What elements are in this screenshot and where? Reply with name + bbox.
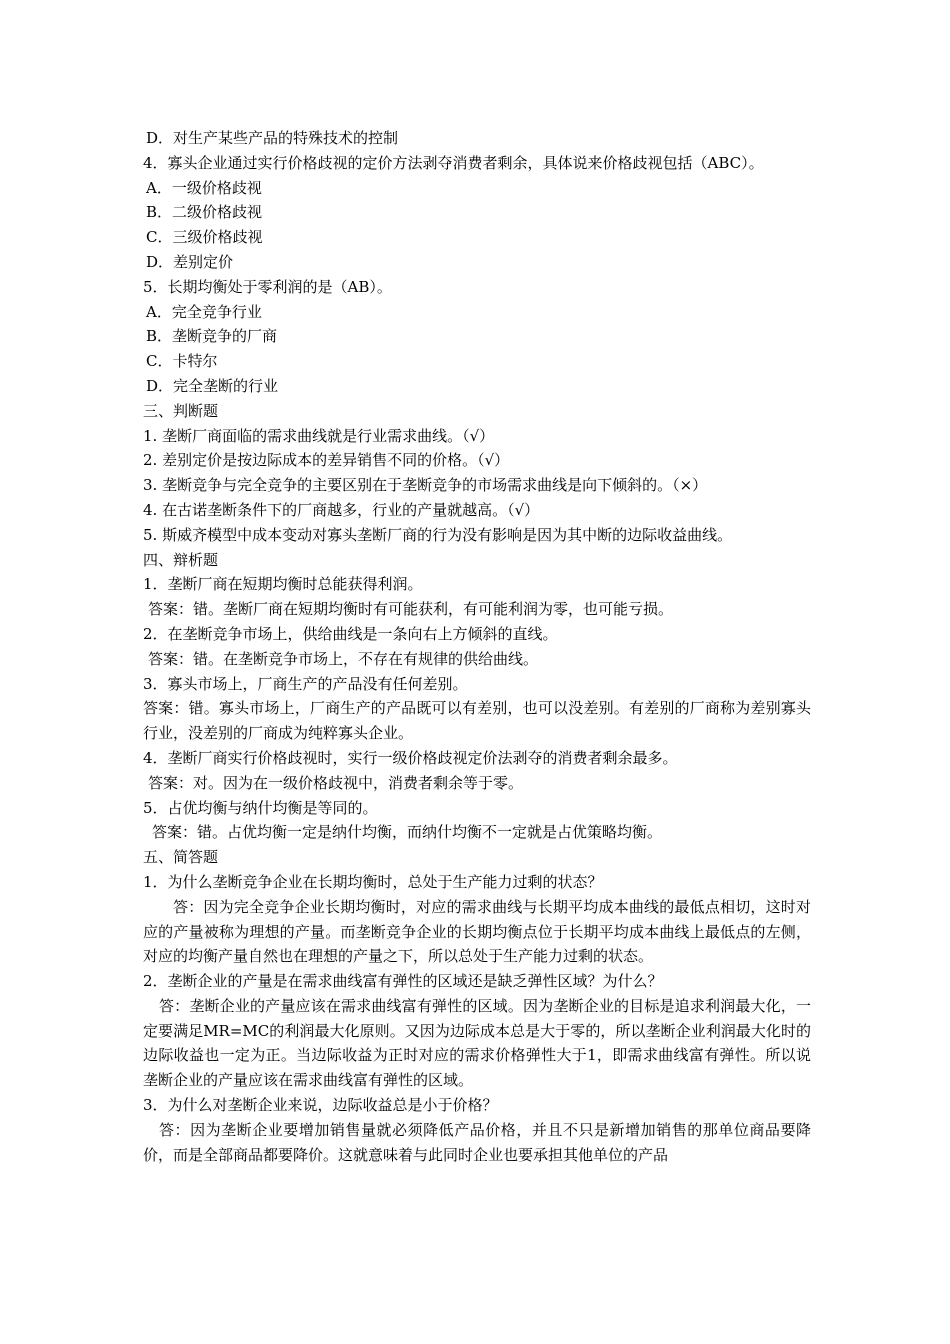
text-line: 1．为什么垄断竞争企业在长期均衡时，总处于生产能力过剩的状态？ [143,872,603,891]
text-line: C．卡特尔 [146,352,218,371]
text-line: 答案：对。因为在一级价格歧视中，消费者剩余等于零。 [148,773,524,792]
text-line: 答案：错。在垄断竞争市场上，不存在有规律的供给曲线。 [148,649,539,668]
text-line: D．差别定价 [146,252,234,271]
text-line: 4．垄断厂商实行价格歧视时，实行一级价格歧视定价法剥夺的消费者剩余最多。 [143,748,678,767]
document-page [143,126,811,1167]
text-line: A．一级价格歧视 [146,178,262,197]
text-line: B．垄断竞争的厂商 [146,327,278,346]
text-line: 答：因为完全竞争企业长期均衡时，对应的需求曲线与长期平均成本曲线的最低点相切，这时对应的产量被称为理想的产量。而垄断竞争企业的长期均衡点位于长期平均成本曲线上最低点的左侧，对应的均衡产量自然也在理想的产量之下，所以总处于生产能力过剩的状态。 [143,897,811,966]
text-line: 5. 斯威齐模型中成本变动对寡头垄断厂商的行为没有影响是因为其中断的边际收益曲线。 [143,525,733,544]
text-line: 2. 差别定价是按边际成本的差异销售不同的价格。（√） [143,451,510,470]
text-line: 四、辩析题 [143,550,219,569]
text-line: 3. 垄断竞争与完全竞争的主要区别在于垄断竞争的市场需求曲线是向下倾斜的。（×） [143,476,708,495]
text-line: 答：垄断企业的产量应该在需求曲线富有弹性的区域。因为垄断企业的目标是追求利润最大化，一定要满足MR=MC的利润最大化原则。又因为边际成本总是大于零的，所以垄断企业利润最大化时的边际收益也一定为正。当边际收益为正时对应的需求价格弹性大于1，即需求曲线富有弹性。所以说垄断企业的产量应该在需求曲线富有弹性的区域。 [143,996,811,1090]
text-line: 4. 在古诺垄断条件下的厂商越多，行业的产量就越高。（√） [143,500,540,519]
text-line: 3．为什么对垄断企业来说，边际收益总是小于价格？ [143,1096,498,1115]
text-line: 答：因为垄断企业要增加销售量就必须降低产品价格，并且不只是新增加销售的那单位商品要降价，而是全部商品都要降价。这就意味着与此同时企业也要承担其他单位的产品 [143,1120,811,1164]
text-line: 答案：错。占优均衡一定是纳什均衡，而纳什均衡不一定就是占优策略均衡。 [152,823,663,842]
text-line: D．完全垄断的行业 [146,376,279,395]
text-line: 答案：错。寡头市场上，厂商生产的产品既可以有差别，也可以没差别。有差别的厂商称为差别寡头行业，没差别的厂商成为纯粹寡头企业。 [143,699,811,743]
text-line: 2．在垄断竞争市场上，供给曲线是一条向右上方倾斜的直线。 [143,624,558,643]
text-line: 4．寡头企业通过实行价格歧视的定价方法剥夺消费者剩余，具体说来价格歧视包括（ABC）。 [143,153,764,172]
text-line: 1．垄断厂商在短期均衡时总能获得利润。 [143,575,423,594]
text-line: B．二级价格歧视 [146,203,263,222]
text-line: 1. 垄断厂商面临的需求曲线就是行业需求曲线。（√） [143,426,495,445]
text-line: 5．占优均衡与纳什均衡是等同的。 [143,798,378,817]
text-line: 答案：错。垄断厂商在短期均衡时有可能获利，有可能利润为零，也可能亏损。 [148,600,674,619]
text-line: 5．长期均衡处于零利润的是（AB）。 [143,277,392,296]
text-line: D．对生产某些产品的特殊技术的控制 [146,129,399,147]
text-line: 三、判断题 [143,401,219,420]
text-line: C．三级价格歧视 [146,228,263,247]
text-line: 2．垄断企业的产量是在需求曲线富有弹性的区域还是缺乏弹性区域？为什么？ [143,972,663,991]
text-line: A．完全竞争行业 [146,302,262,321]
text-line: 五、简答题 [143,848,219,867]
text-line: 3．寡头市场上，厂商生产的产品没有任何差别。 [143,674,468,693]
